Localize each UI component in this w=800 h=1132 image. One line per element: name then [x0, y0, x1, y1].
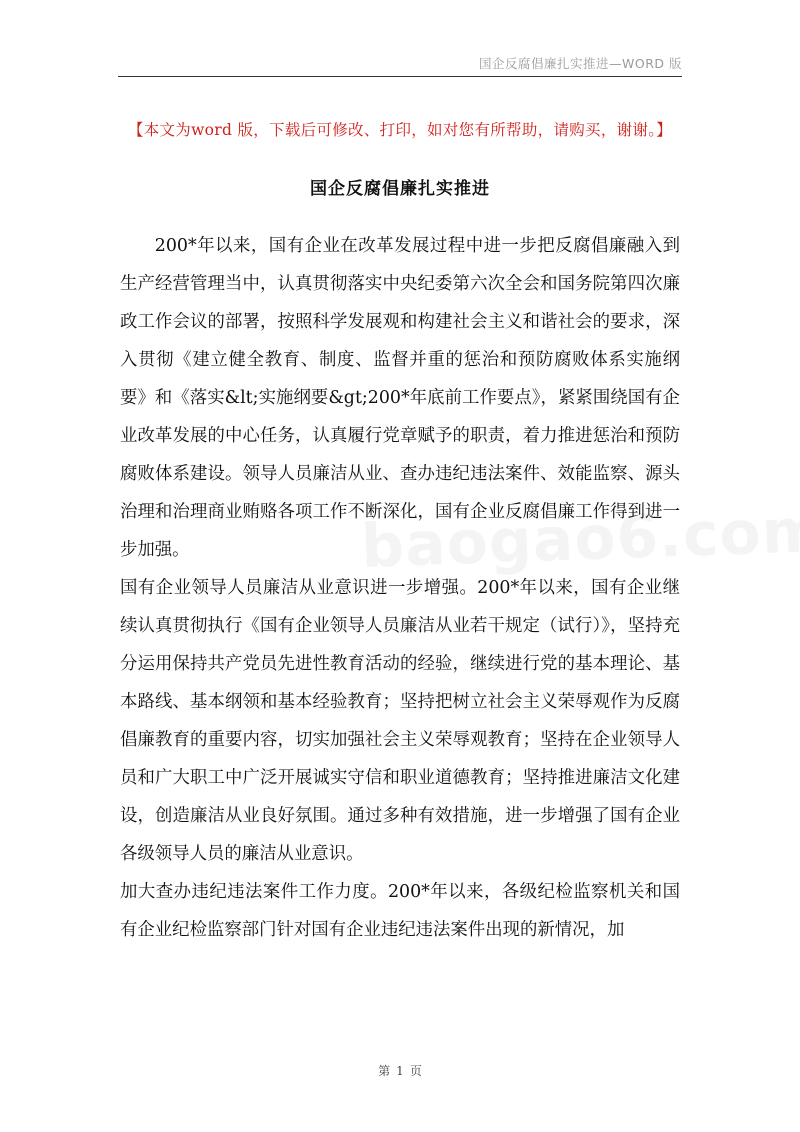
page-number-value: 1: [396, 1064, 404, 1078]
page-number: [0, 1062, 800, 1079]
page-number-prefix: 第: [378, 1064, 391, 1078]
paragraph-cases: 加大查办违纪违法案件工作力度。200*年以来，各级纪检监察机关和国有企业纪检监察部门针对国有企业违纪违法案件出现的新情况，加: [120, 882, 680, 940]
page-number-suffix: 页: [409, 1064, 422, 1078]
page-header-title: 国企反腐倡廉扎实推进—WORD 版: [479, 56, 682, 71]
header-divider: [118, 76, 682, 77]
paragraph-intro: 200*年以来，国有企业在改革发展过程中进一步把反腐倡廉融入到生产经营管理当中，认真贯彻落实中央纪委第六次全会和国务院第四次廉政工作会议的部署，按照科学发展观和构建社会主义和谐社会的要求，深入贯彻《建立健全教育、制度、监督并重的惩治和预防腐败体系实施纲要》和《落实&lt;实施纲要&gt;200*年底前工作要点》，紧紧围绕国有企业改革发展的中心任务，认真履行党章赋予的职责，着力推进惩治和预防腐败体系建设。领导人员廉洁从业、查办违纪违法案件、效能监察、源头治理和治理商业贿赂各项工作不断深化，国有企业反腐倡廉工作得到进一步加强。: [120, 236, 680, 560]
document-body: [120, 227, 680, 949]
purchase-notice: 【本文为word 版，下载后可修改、打印，如对您有所帮助，请购买，谢谢。】: [127, 121, 673, 139]
document-title: 国企反腐倡廉扎实推进: [310, 179, 490, 199]
paragraph-integrity: 国有企业领导人员廉洁从业意识进一步增强。200*年以来，国有企业继续认真贯彻执行《国有企业领导人员廉洁从业若干规定（试行）》，坚持充分运用保持共产党员先进性教育活动的经验，继续进行党的基本理论、基本路线、基本纲领和基本经验教育；坚持把树立社会主义荣辱观作为反腐倡廉教育的重要内容，切实加强社会主义荣辱观教育；坚持在企业领导人员和广大职工中广泛开展诚实守信和职业道德教育；坚持推进廉洁文化建设，创造廉洁从业良好氛围。通过多种有效措施，进一步增强了国有企业各级领导人员的廉洁从业意识。: [120, 578, 680, 864]
